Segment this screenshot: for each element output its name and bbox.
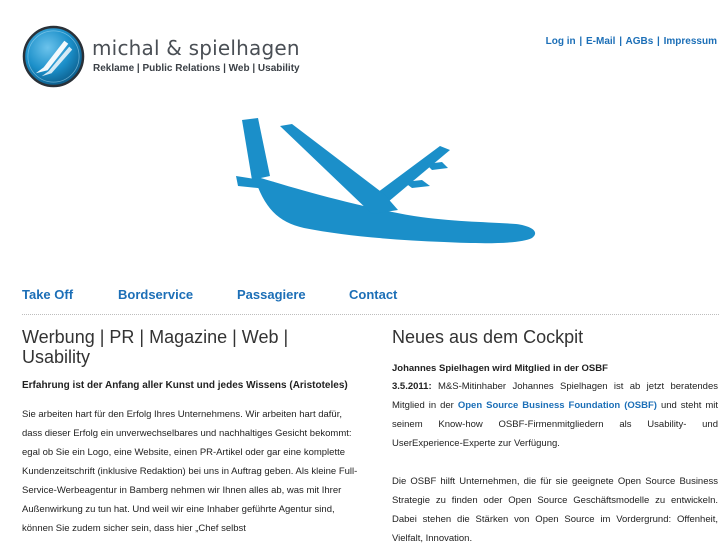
site-logo[interactable] [22, 25, 302, 95]
news-item-paragraph-2: Die OSBF hilft Unternehmen, die für sie geeignete Open Source Business Strategie zu finden oder Open Source Geschäftsmodelle zu entwickeln. Dabei stehen die Stärken von Open Source im Vordergrund: Offenheit, Vielfalt, Innovation. [392, 476, 718, 544]
site-tagline: Reklame | Public Relations | Web | Usability [93, 63, 300, 74]
news-text-part-1: M&S-Mitinhaber Johannes Spielhagen ist ab jetzt beratendes Mitglied in der [392, 381, 718, 411]
news-item-title: Johannes Spielhagen wird Mitglied in der OSBF [392, 363, 608, 374]
intro-section [22, 327, 358, 538]
separator: | [657, 36, 660, 47]
top-utility-links [546, 36, 717, 47]
separator: | [619, 36, 623, 47]
intro-quote: Erfahrung ist der Anfang aller Kunst und jedes Wissens (Aristoteles) [22, 380, 348, 391]
airplane-silhouette-icon [234, 118, 540, 244]
news-section [392, 327, 718, 548]
impressum-link[interactable]: Impressum [663, 36, 717, 47]
osbf-link[interactable]: Open Source Business Foundation (OSBF) [457, 400, 657, 411]
intro-heading: Werbung | PR | Magazine | Web | Usability [22, 327, 289, 367]
nav-item-contact[interactable]: Contact [349, 287, 398, 302]
news-item-text [392, 377, 718, 453]
news-text-part-2: und steht mit seinem Know-how OSBF-Firmenmitgliedern als Usability- und UserExperience-Experte zur Verfügung. [392, 400, 719, 449]
site-name: michal & spielhagen [92, 36, 300, 60]
email-link[interactable]: E-Mail [586, 36, 616, 47]
separator: | [579, 36, 583, 47]
nav-item-bordservice[interactable]: Bordservice [118, 287, 194, 302]
login-link[interactable]: Log in [545, 36, 576, 47]
agbs-link[interactable]: AGBs [625, 36, 654, 47]
news-heading: Neues aus dem Cockpit [392, 327, 584, 347]
pen-nib-logo-icon [22, 25, 85, 88]
intro-body-text: Sie arbeiten hart für den Erfolg Ihres Unternehmens. Wir arbeiten hart dafür, dass dieser Erfolg ein unverwechselbares und nachhaltiges Gesicht bekommt: egal ob Sie ein Logo, eine Website, einen PR-Artikel oder gar eine komplette Kundenzeitschrift (inklusive Redaktion) bei uns in Auftrag geben. Als kleine Full-Service-Werbeagentur in Bamberg nehmen wir Ihnen alles ab, was mit Ihrer Außenwirkung zu tun hat. Und weil wir eine Inhaber geführte Agentur sind, können Sie zudem sicher sein, dass hier „Chef selbst [22, 409, 358, 534]
nav-divider [22, 314, 719, 315]
nav-item-take-off[interactable]: Take Off [22, 287, 74, 302]
nav-item-passagiere[interactable]: Passagiere [237, 287, 306, 302]
news-item-date: 3.5.2011: [392, 381, 432, 392]
